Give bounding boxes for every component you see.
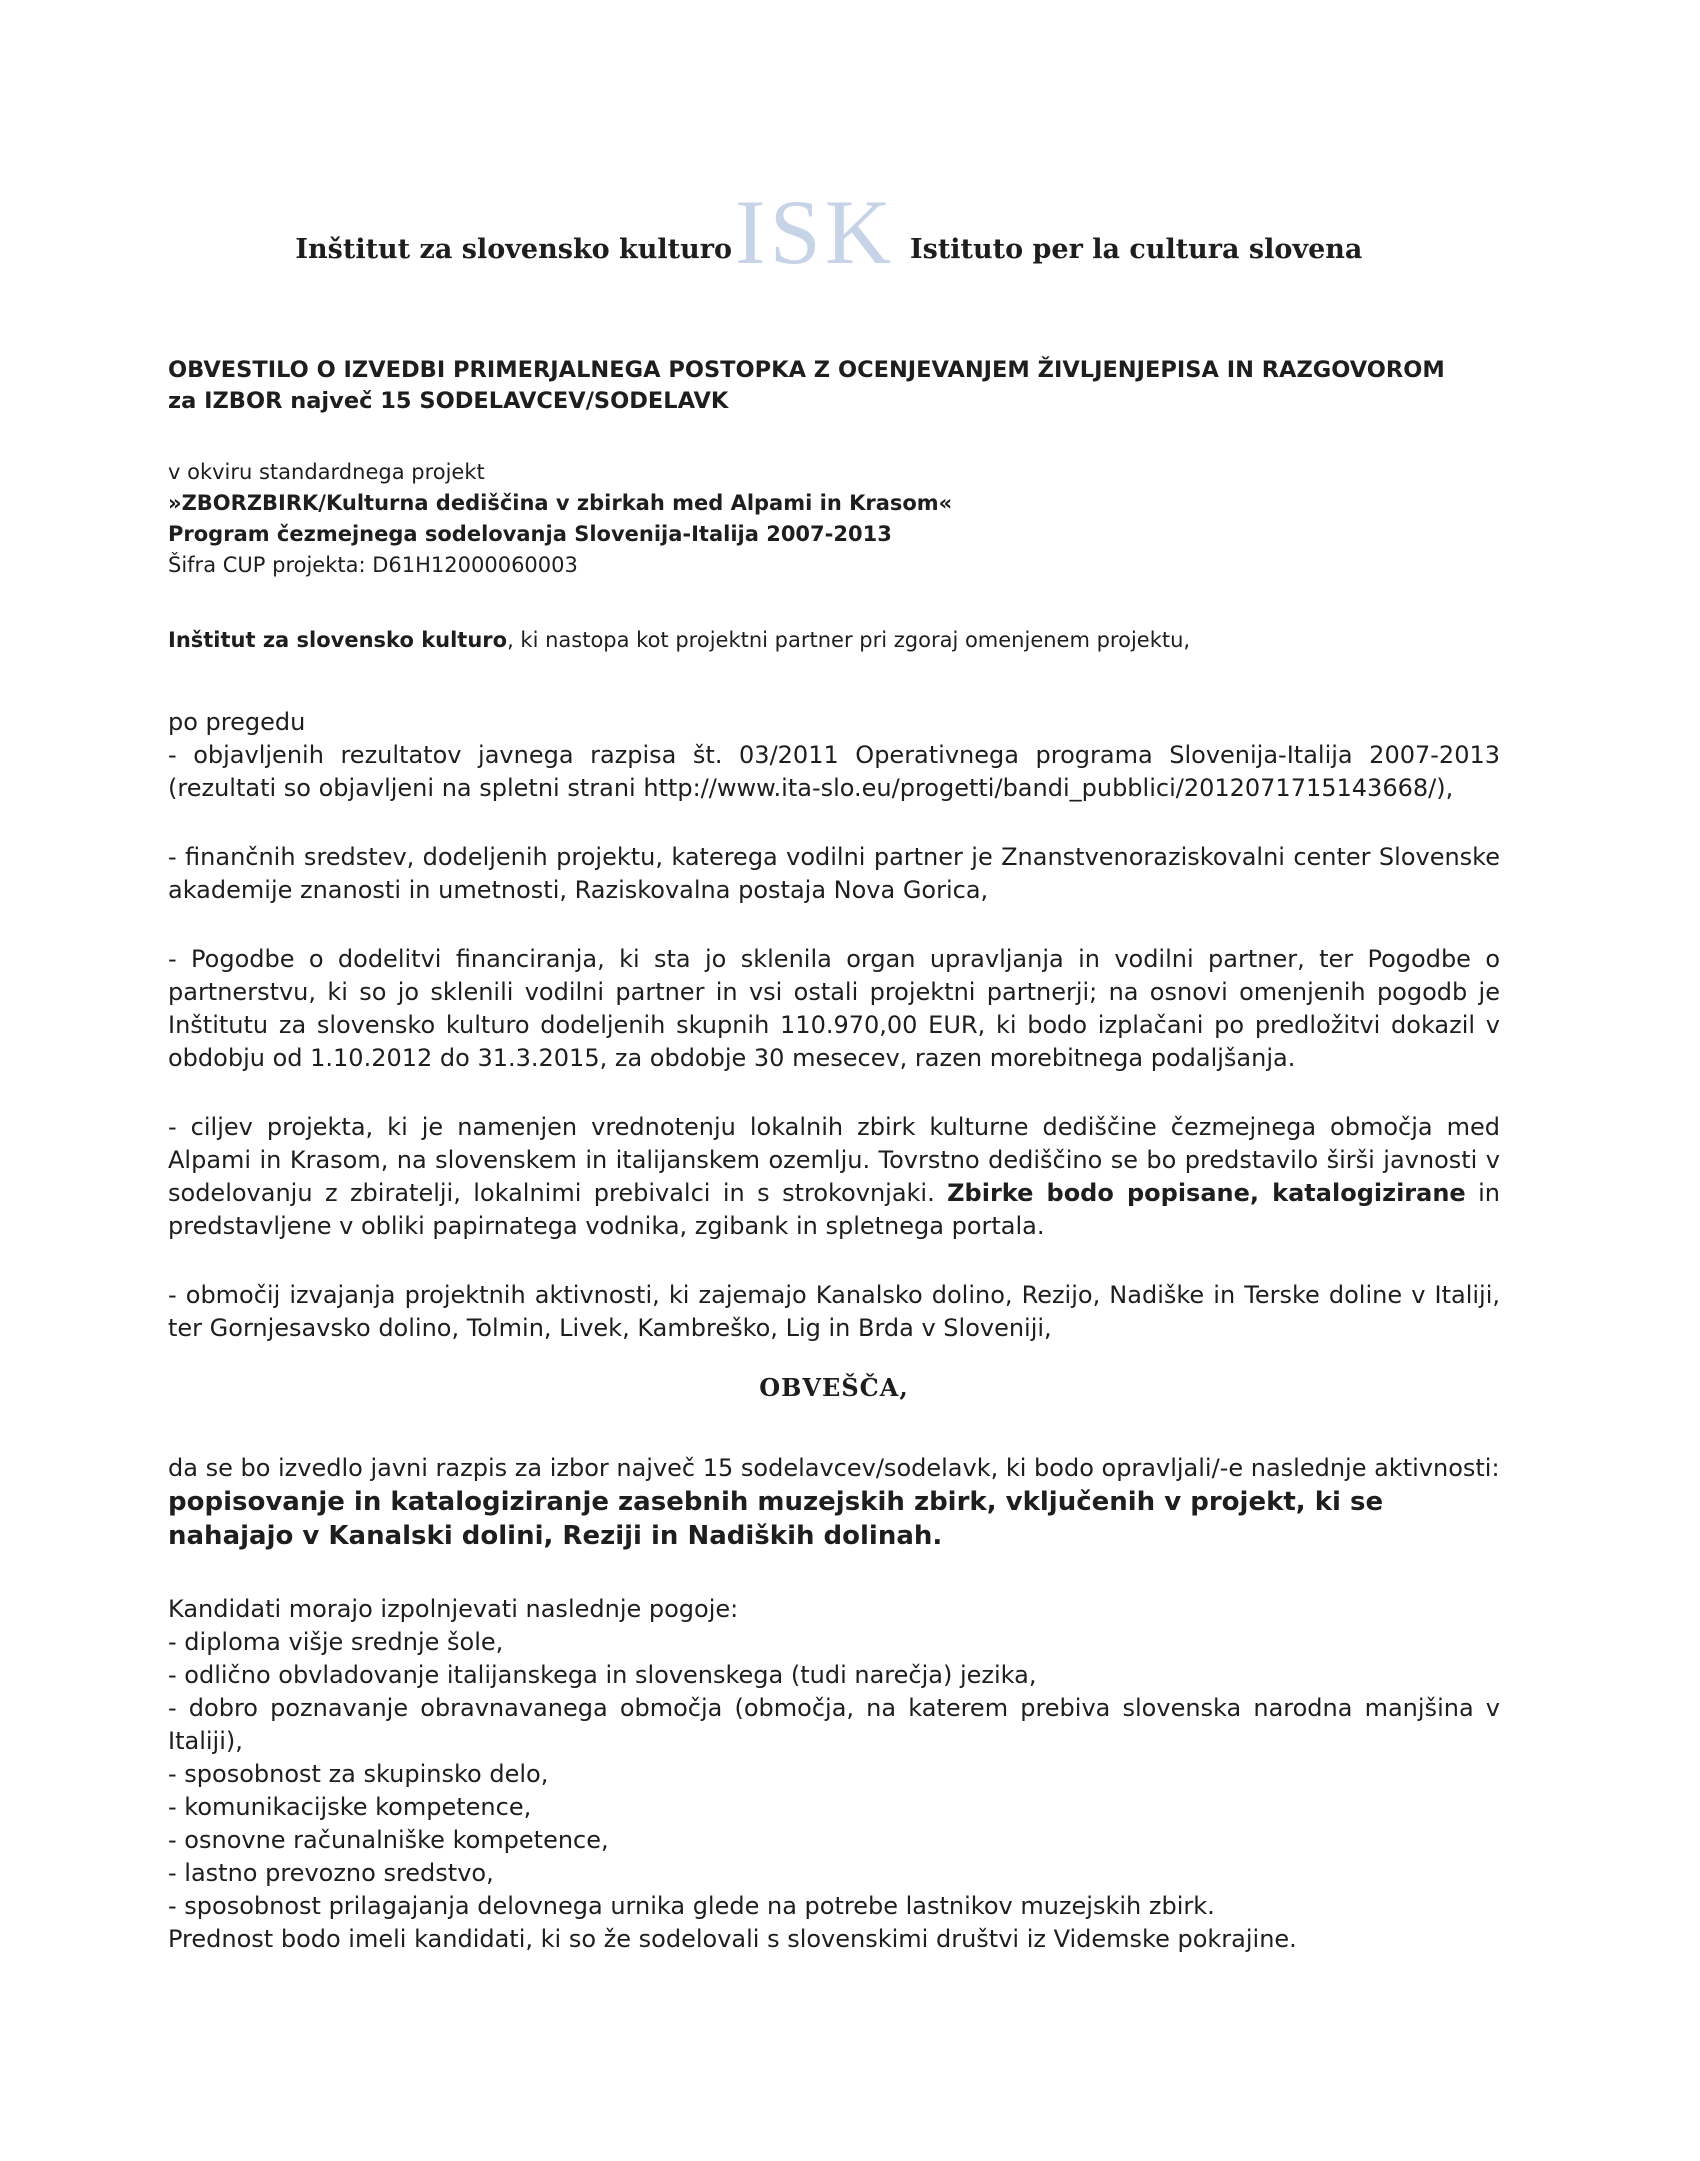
- list-item: - sposobnost prilagajanja delovnega urnika glede na potrebe lastnikov muzejskih zbirk.: [168, 1892, 1215, 1920]
- document-title: [168, 355, 1500, 417]
- letterhead: [0, 181, 1700, 283]
- review-item-4: [168, 1111, 1500, 1243]
- letterhead-italian-name: Istituto per la cultura slovena: [910, 234, 1363, 265]
- review-item-5: - območij izvajanja projektnih aktivnosti, ki zajemajo Kanalsko dolino, Rezijo, Nadiške in Terske doline v Italiji, ter Gornjesavsko dolino, Tolmin, Livek, Kambreško, Lig in Brda v Sloveniji,: [168, 1281, 1500, 1342]
- review-lead: po pregedu: [168, 708, 306, 736]
- intro-institute: Inštitut za slovensko kulturo: [168, 628, 508, 652]
- announce-activity: popisovanje in katalogiziranje zasebnih muzejskih zbirk, vključenih v projekt, ki se nahajajo v Kanalski dolini, Reziji in Nadiških dolinah.: [168, 1487, 1384, 1551]
- list-item: - odlično obvladovanje italijanskega in slovenskega (tudi narečja) jezika,: [168, 1661, 1037, 1689]
- announce-section: [168, 1452, 1500, 1553]
- list-item: - osnovne računalniške kompetence,: [168, 1826, 609, 1854]
- requirements-lead: Kandidati morajo izpolnjevati naslednje pogoje:: [168, 1595, 739, 1623]
- announce-heading: OBVEŠČA,: [759, 1373, 909, 1402]
- review-item-3: - Pogodbe o dodelitvi financiranja, ki sta jo sklenila organ upravljanja in vodilni partner, ter Pogodbe o partnerstvu, ki so jo sklenili vodilni partner in vsi ostali projektni partnerji; na osnovi omenjenih pogodb je Inštitutu za slovensko kulturo dodeljenih skupnih 110.970,00 EUR, ki bodo izplačani po predložitvi dokazil v obdobju od 1.10.2012 do 31.3.2015, za obdobje 30 mesecev, razen morebitnega podaljšanja.: [168, 945, 1500, 1072]
- title-line-2: za IZBOR največ 15 SODELAVCEV/SODELAVK: [168, 388, 729, 414]
- requirements-section: [168, 1593, 1500, 1956]
- requirements-list: [168, 1626, 1500, 1923]
- list-item: - diploma višje srednje šole,: [168, 1628, 504, 1656]
- review-item-4-c: in predstavljene v obliki papirnatega vodnika, zgibank in spletnega portala.: [168, 1179, 1500, 1240]
- list-item: - sposobnost za skupinsko delo,: [168, 1760, 549, 1788]
- list-item: - dobro poznavanje obravnavanega območja (območja, na katerem prebiva slovenska narodna manjšina v Italiji),: [168, 1694, 1500, 1755]
- list-item: - komunikacijske kompetence,: [168, 1793, 532, 1821]
- cup-code: Šifra CUP projekta: D61H12000060003: [168, 553, 578, 577]
- review-item-4-bold: Zbirke bodo popisane, katalogizirane: [947, 1179, 1466, 1207]
- review-item-1: - objavljenih rezultatov javnega razpisa št. 03/2011 Operativnega programa Slovenija-Italija 2007-2013 (rezultati so objavljeni na spletni strani http://www.ita-slo.eu/progetti/bandi_pubblici/20120717151436​68/),: [168, 741, 1500, 802]
- isk-logo: ISK: [735, 181, 896, 283]
- project-name: »ZBORZBIRK/Kulturna dediščina v zbirkah med Alpami in Krasom«: [168, 491, 953, 515]
- program-name: Program čezmejnega sodelovanja Slovenija-Italija 2007-2013: [168, 522, 892, 546]
- title-line-1: OBVESTILO O IZVEDBI PRIMERJALNEGA POSTOPKA Z OCENJEVANJEM ŽIVLJENJEPISA IN RAZGOVOROM: [168, 357, 1445, 383]
- review-item-2: - finančnih sredstev, dodeljenih projektu, katerega vodilni partner je Znanstvenoraziskovalni center Slovenske akademije znanosti in umetnosti, Raziskovalna postaja Nova Gorica,: [168, 843, 1500, 904]
- intro-rest: , ki nastopa kot projektni partner pri zgoraj omenjenem projektu,: [507, 628, 1191, 652]
- review-item-4-a: - ciljev projekta, ki je namenjen vrednotenju lokalnih zbirk kulturne dediščine čezmejnega območja med Alpami in Krasom, na slovenskem in italijanskem ozemlju. Tovrstno dediščino se bo predstavilo širši javnosti v sodelovanju z zbiratelji, lokalnimi prebivalci in s strokovnjaki.: [168, 1113, 1500, 1207]
- project-info: [168, 457, 1500, 581]
- intro-line: [168, 625, 1500, 656]
- document-body: [168, 355, 1500, 1956]
- list-item: - lastno prevozno sredstvo,: [168, 1859, 494, 1887]
- requirements-note: Prednost bodo imeli kandidati, ki so že sodelovali s slovenskimi društvi iz Videmske pokrajine.: [168, 1925, 1297, 1953]
- letterhead-slovene-name: Inštitut za slovensko kulturo: [295, 234, 732, 265]
- announce-text: da se bo izvedlo javni razpis za izbor največ 15 sodelavcev/sodelavk, ki bodo opravljali/-e naslednje aktivnosti:: [168, 1454, 1500, 1482]
- review-section: [168, 706, 1500, 1345]
- project-line-1: v okviru standardnega projekt: [168, 460, 485, 484]
